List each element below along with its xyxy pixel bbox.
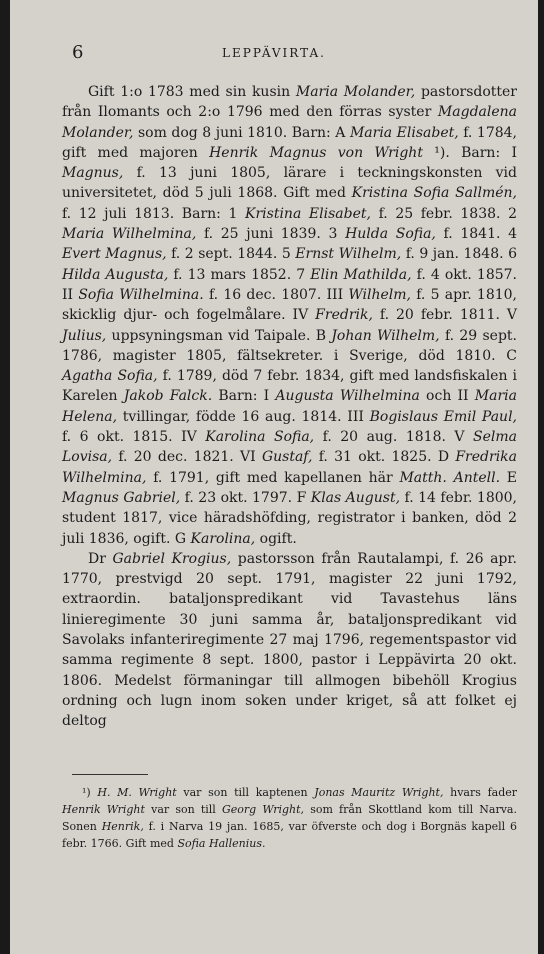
paragraph: [62, 82, 517, 549]
text-run: f. 25 febr. 1838. 2: [370, 205, 518, 222]
italic-name: Magnus Gabriel,: [62, 489, 181, 506]
body-text: [62, 82, 517, 732]
text-run: f. 31 okt. 1825. D: [312, 449, 456, 466]
italic-name: Henrik Wright: [62, 803, 145, 816]
text-run: f. 12 juli 1813. Barn: 1: [62, 205, 246, 222]
italic-name: Georg Wright,: [221, 803, 305, 816]
text-run: f. 23 okt. 1797. F: [180, 489, 311, 506]
text-run: f. 25 juni 1839. 3: [196, 226, 346, 243]
italic-name: Matth. Antell.: [399, 469, 501, 486]
italic-name: Maria Molander,: [295, 84, 416, 100]
text-run: var son till kaptenen: [176, 786, 315, 799]
italic-name: Agatha Sofia,: [62, 368, 158, 385]
text-run: f. 20 febr. 1811. V: [372, 307, 518, 324]
text-run: f. 5 apr. 1810, skicklig djur- och fogelmålare. IV: [62, 286, 517, 324]
text-run: f. 13 juni 1805, lärare i teckningskonsten vid universitetet, död 5 juli 1868. Gift med: [62, 165, 517, 202]
italic-name: Fredrik,: [315, 307, 373, 324]
text-run: f. 29 sept. 1786, magister 1805, fältsekreter. i Sverige, död 1810. C: [62, 327, 517, 364]
text-run: f. 9 jan. 1848. 6: [401, 246, 517, 263]
text-run: tvillingar, födde 16 aug. 1814. III: [117, 408, 370, 425]
italic-name: Augusta Wilhelmina: [275, 388, 420, 405]
italic-name: Maria Wilhelmina,: [62, 226, 197, 243]
text-run: f. 1791, gift med kapellanen här: [146, 469, 400, 486]
italic-name: Hulda Sofia,: [345, 226, 436, 243]
italic-name: Sofia Wilhelmina.: [78, 286, 204, 303]
text-run: hvars fader: [443, 786, 518, 799]
text-run: uppsyningsman vid Taipale. B: [106, 327, 332, 344]
italic-name: Hilda Augusta,: [62, 266, 169, 283]
text-run: f. 2 sept. 1844. 5: [166, 246, 296, 263]
italic-name: Selma Lovisa,: [62, 429, 518, 466]
italic-name: Jonas Mauritz Wright,: [314, 786, 444, 799]
text-run: f. i Narva 19 jan. 1685, var öfverste och dog i Borgnäs kapell 6 febr. 1766. Gift med: [62, 820, 518, 850]
footnote: [62, 784, 517, 852]
italic-name: Kristina Sofia Sallmén,: [351, 185, 517, 202]
text-run: f. 1789, död 7 febr. 1834, gift med landsfiskalen i Karelen: [62, 368, 517, 405]
text-run: ogift.: [255, 530, 297, 547]
book-page: [10, 0, 538, 954]
italic-name: Henrik Magnus von Wright: [209, 144, 423, 161]
italic-name: Ernst Wilhelm,: [295, 246, 402, 263]
italic-name: Evert Magnus,: [62, 246, 167, 263]
text-run: f. 1841. 4: [435, 226, 517, 243]
text-run: pastorsson från Rautalampi, f. 26 apr. 1770, prestvigd 20 sept. 1791, magister 22 juni 1792, extraordin. bataljonspredikant vid Tavastehus läns linieregimente 30 juni samma år, bataljonspredikant vid Savolaks infanteriregimente 27 maj 1796, regementspastor vid samma regimente 8 sept. 1800, pastor i Leppävirta 20 okt. 1806. Medelst förmaningar till allmogen bibehöll Krogius ordning och lugn inom soken under kriget, så att folket ej deltog: [62, 550, 518, 730]
text-run: var son till: [144, 803, 222, 816]
text-run: f. 16 dec. 1807. III: [203, 286, 349, 303]
text-run: som från Skottland kom till Narva. Sonen: [62, 803, 517, 833]
text-run: Barn: I: [212, 388, 276, 405]
text-run: ¹). Barn: I: [422, 144, 518, 161]
text-run: f. 14 febr. 1800, student 1817, vice häradshöfding, registrator i banken, död 2 juli 1836, ogift. G: [62, 489, 517, 547]
text-run: f. 1784, gift med majoren: [62, 124, 517, 161]
italic-name: Sofia Hallenius.: [177, 837, 266, 850]
text-run: ¹): [82, 786, 98, 799]
italic-name: Wilhelm,: [348, 286, 411, 303]
text-run: Dr: [88, 550, 113, 567]
italic-name: Julius,: [62, 327, 107, 344]
text-run: och II: [419, 388, 475, 405]
text-run: Gift 1:o 1783 med sin kusin: [88, 84, 296, 100]
italic-name: Bogislaus Emil Paul,: [369, 408, 517, 425]
italic-name: Maria Elisabet,: [349, 124, 459, 141]
text-run: E: [500, 469, 517, 486]
italic-name: Gustaf,: [261, 449, 313, 466]
italic-name: Karolina,: [190, 530, 256, 547]
italic-name: Magnus,: [62, 165, 124, 182]
page-number: 6: [72, 42, 84, 63]
text-run: f. 4 okt. 1857. II: [62, 266, 518, 303]
italic-name: Maria Helena,: [62, 388, 517, 425]
italic-name: Karolina Sofia,: [205, 429, 315, 446]
text-run: som dog 8 juni 1810. Barn: A: [133, 124, 350, 141]
text-run: f. 20 dec. 1821. VI: [112, 449, 262, 466]
italic-name: Gabriel Krogius,: [112, 550, 232, 567]
italic-name: Johan Wilhelm,: [331, 327, 440, 344]
italic-name: Klas August,: [310, 489, 401, 506]
footnote-text: [62, 784, 517, 852]
italic-name: Kristina Elisabet,: [245, 205, 371, 222]
text-run: f. 6 okt. 1815. IV: [62, 429, 206, 446]
italic-name: H. M. Wright: [97, 786, 177, 799]
italic-name: Magdalena Molander,: [62, 104, 517, 141]
text-run: f. 20 aug. 1818. V: [314, 429, 474, 446]
running-head: LEPPÄVIRTA.: [222, 46, 326, 60]
page-header: [10, 42, 538, 64]
italic-name: Fredrika Wilhelmina,: [62, 449, 517, 486]
text-run: pastorsdotter från Ilomants och 2:o 1796 med den förras syster: [62, 84, 517, 121]
footnote-divider: [72, 774, 148, 775]
italic-name: Jakob Falck.: [123, 388, 213, 405]
italic-name: Elin Mathilda,: [310, 266, 412, 283]
text-run: f. 13 mars 1852. 7: [168, 266, 311, 283]
italic-name: Henrik,: [101, 820, 144, 833]
paragraph: [62, 549, 517, 732]
